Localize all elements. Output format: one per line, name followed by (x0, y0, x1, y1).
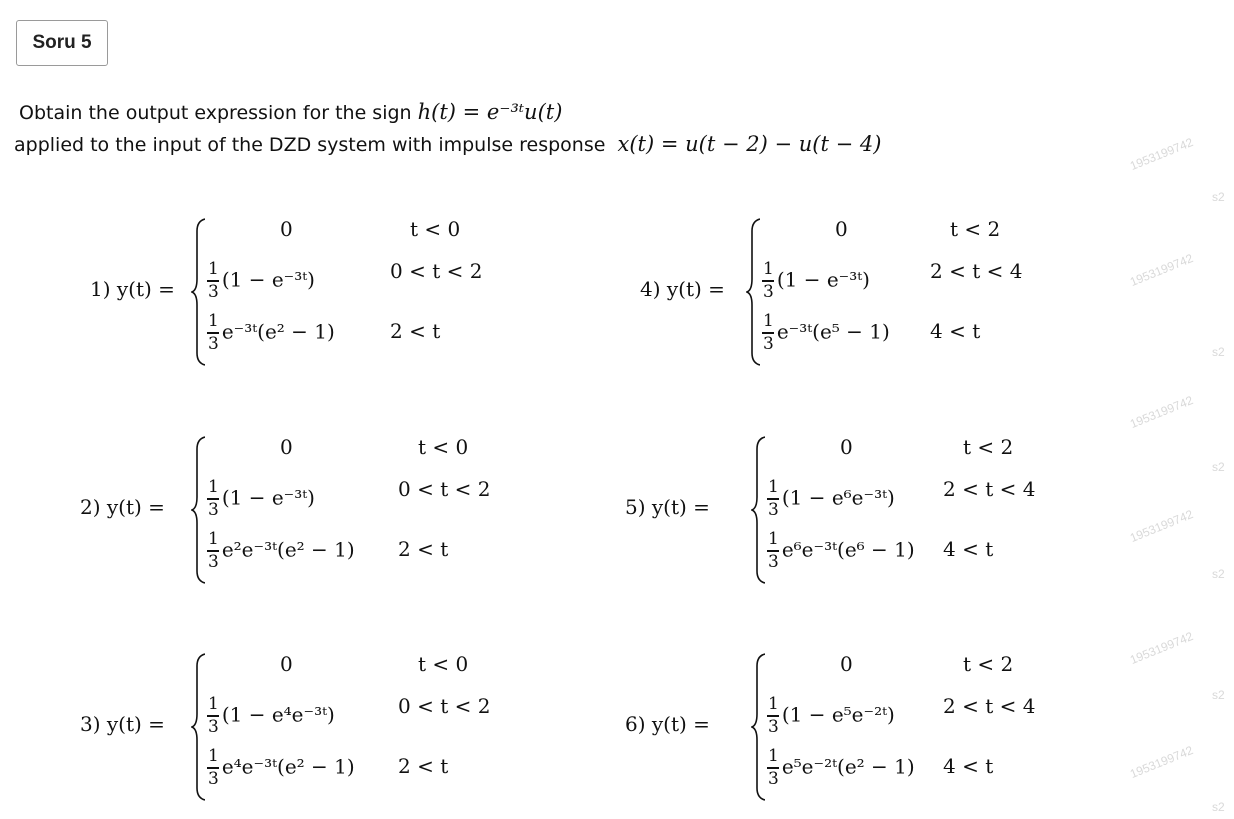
piece-expression-text: e²e⁻³ᵗ(e² − 1) (221, 537, 355, 562)
piece-expression (840, 435, 853, 459)
fraction-denominator: 3 (768, 768, 779, 789)
piece-condition: 2 < t < 4 (943, 694, 1036, 718)
piece-expression-text: e⁶e⁻³ᵗ(e⁶ − 1) (781, 537, 915, 562)
piece-condition: t < 2 (963, 435, 1014, 459)
piece-expression-text: 0 (835, 217, 848, 241)
left-brace-icon (191, 435, 205, 585)
fraction-denominator: 3 (763, 333, 774, 354)
piece-condition: t < 2 (963, 652, 1014, 676)
watermark-fragment: s2 (1212, 190, 1225, 204)
fraction-numerator: 1 (768, 477, 779, 497)
piece-expression-text: 0 (280, 217, 293, 241)
option-3 (80, 640, 560, 810)
fraction-denominator: 3 (768, 499, 779, 520)
fraction (207, 531, 220, 571)
piece-expression (207, 313, 335, 353)
piece-condition: 0 < t < 2 (390, 259, 483, 283)
option-label: 4) y(t) = (640, 277, 725, 301)
piece-expression-text: e⁻³ᵗ(e² − 1) (221, 319, 335, 344)
fraction-denominator: 3 (208, 716, 219, 737)
option-5 (625, 423, 1105, 593)
fraction-numerator: 1 (208, 259, 219, 279)
fraction-numerator: 1 (208, 694, 219, 714)
piece-expression (762, 313, 890, 353)
piece-expression-text: (1 − e⁻³ᵗ) (776, 267, 870, 292)
fraction-numerator: 1 (768, 529, 779, 549)
question-number-badge: Soru 5 (16, 20, 108, 66)
fraction-denominator: 3 (768, 716, 779, 737)
fraction-denominator: 3 (208, 551, 219, 572)
watermark-fragment: s2 (1212, 688, 1225, 702)
piece-expression-text: e⁻³ᵗ(e⁵ − 1) (776, 319, 890, 344)
fraction (767, 531, 780, 571)
fraction (207, 696, 220, 736)
fraction-denominator: 3 (208, 281, 219, 302)
left-brace-icon (191, 217, 205, 367)
piece-expression (207, 531, 355, 571)
option-6 (625, 640, 1105, 810)
option-4 (640, 205, 1120, 375)
fraction-numerator: 1 (763, 259, 774, 279)
fraction-denominator: 3 (768, 551, 779, 572)
fraction-numerator: 1 (208, 746, 219, 766)
left-brace-icon (751, 435, 765, 585)
watermark-text: 1953199742 (1128, 742, 1196, 781)
piece-expression (840, 652, 853, 676)
question-math-h: h(t) = e⁻³ᵗu(t) (417, 100, 563, 124)
option-label: 3) y(t) = (80, 712, 165, 736)
fraction (207, 313, 220, 353)
fraction-numerator: 1 (763, 311, 774, 331)
piece-expression (767, 696, 895, 736)
question-math-x: x(t) = u(t − 2) − u(t − 4) (617, 132, 882, 156)
piece-condition: 2 < t (390, 319, 441, 343)
piece-expression-text: (1 − e⁴e⁻³ᵗ) (221, 702, 335, 727)
piece-expression-text: (1 − e⁻³ᵗ) (221, 485, 315, 510)
piece-condition: 4 < t (943, 754, 994, 778)
fraction (767, 696, 780, 736)
piece-condition: 2 < t < 4 (930, 259, 1023, 283)
fraction-denominator: 3 (208, 768, 219, 789)
piece-expression-text: 0 (280, 652, 293, 676)
piece-expression-text: 0 (840, 652, 853, 676)
fraction (762, 261, 775, 301)
watermark-fragment: s2 (1212, 800, 1225, 814)
piece-expression (762, 261, 870, 301)
piece-expression (280, 217, 293, 241)
fraction-denominator: 3 (208, 499, 219, 520)
watermark-fragment: s2 (1212, 345, 1225, 359)
left-brace-icon (746, 217, 760, 367)
fraction (207, 261, 220, 301)
piece-condition: 2 < t (398, 754, 449, 778)
fraction-numerator: 1 (768, 746, 779, 766)
fraction-numerator: 1 (768, 694, 779, 714)
piece-condition: 0 < t < 2 (398, 694, 491, 718)
piece-expression-text: (1 − e⁻³ᵗ) (221, 267, 315, 292)
piece-condition: t < 0 (418, 435, 469, 459)
option-label: 6) y(t) = (625, 712, 710, 736)
piece-expression (767, 479, 895, 519)
question-text-2: applied to the input of the DZD system with impulse response (14, 134, 606, 156)
watermark-text: 1953199742 (1128, 250, 1196, 289)
piece-expression (767, 531, 915, 571)
fraction (207, 479, 220, 519)
piece-expression-text: e⁴e⁻³ᵗ(e² − 1) (221, 754, 355, 779)
option-label: 5) y(t) = (625, 495, 710, 519)
option-1 (90, 205, 570, 375)
piece-condition: t < 0 (418, 652, 469, 676)
fraction (207, 748, 220, 788)
piece-expression (280, 435, 293, 459)
fraction-numerator: 1 (208, 477, 219, 497)
question-text-1: Obtain the output expression for the sign (19, 102, 412, 124)
piece-expression-text: e⁵e⁻²ᵗ(e² − 1) (781, 754, 915, 779)
watermark-text: 1953199742 (1128, 628, 1196, 667)
watermark-text: 1953199742 (1128, 506, 1196, 545)
piece-condition: t < 2 (950, 217, 1001, 241)
watermark-fragment: s2 (1212, 567, 1225, 581)
piece-expression-text: 0 (280, 435, 293, 459)
fraction-numerator: 1 (208, 311, 219, 331)
piece-condition: 4 < t (930, 319, 981, 343)
option-label: 1) y(t) = (90, 277, 175, 301)
piece-condition: 0 < t < 2 (398, 477, 491, 501)
fraction-denominator: 3 (208, 333, 219, 354)
fraction (767, 748, 780, 788)
piece-condition: 2 < t < 4 (943, 477, 1036, 501)
fraction-numerator: 1 (208, 529, 219, 549)
fraction (762, 313, 775, 353)
left-brace-icon (191, 652, 205, 802)
watermark-fragment: s2 (1212, 460, 1225, 474)
fraction (767, 479, 780, 519)
piece-expression-text: 0 (840, 435, 853, 459)
piece-condition: 4 < t (943, 537, 994, 561)
option-2 (80, 423, 560, 593)
question-line-1 (19, 100, 562, 124)
watermark-text: 1953199742 (1128, 392, 1196, 431)
piece-condition: 2 < t (398, 537, 449, 561)
piece-expression (207, 261, 315, 301)
option-label: 2) y(t) = (80, 495, 165, 519)
piece-expression (207, 696, 335, 736)
piece-condition: t < 0 (410, 217, 461, 241)
piece-expression-text: (1 − e⁶e⁻³ᵗ) (781, 485, 895, 510)
piece-expression (280, 652, 293, 676)
left-brace-icon (751, 652, 765, 802)
piece-expression (207, 748, 355, 788)
watermark-text: 1953199742 (1128, 134, 1196, 173)
piece-expression-text: (1 − e⁵e⁻²ᵗ) (781, 702, 895, 727)
piece-expression (835, 217, 848, 241)
question-line-2 (14, 132, 881, 156)
fraction-denominator: 3 (763, 281, 774, 302)
piece-expression (207, 479, 315, 519)
piece-expression (767, 748, 915, 788)
